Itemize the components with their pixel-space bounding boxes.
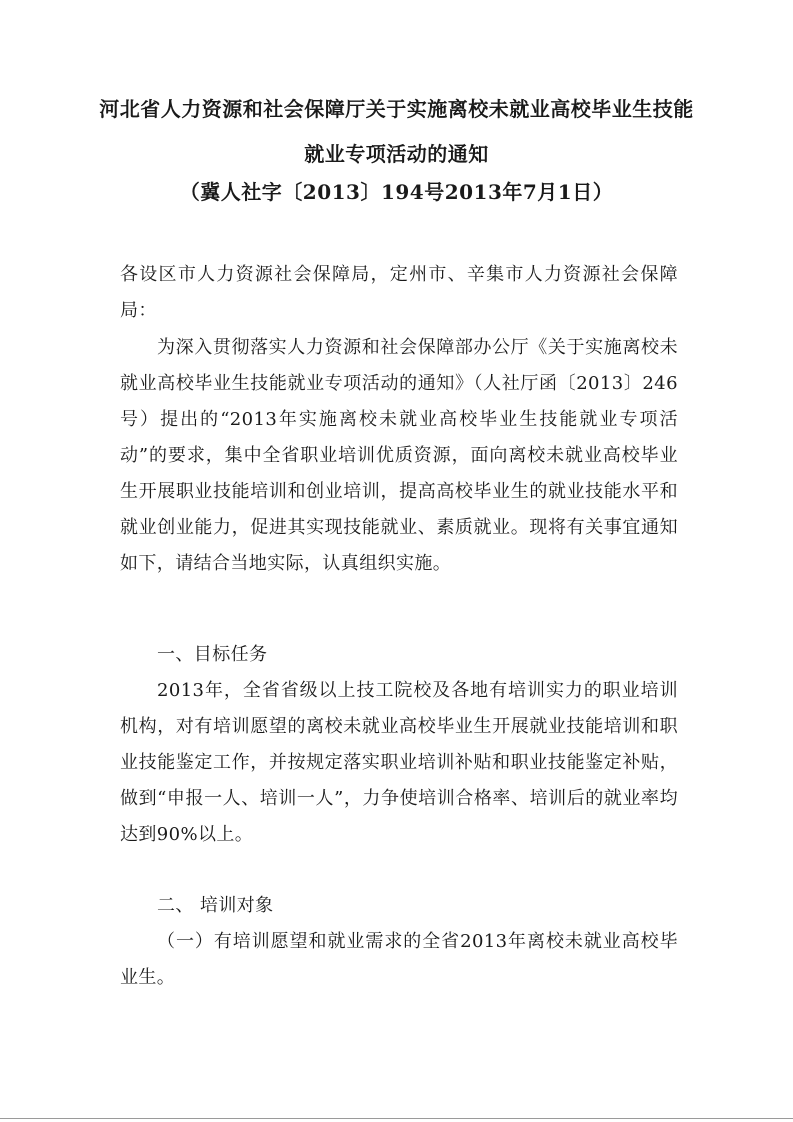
document-number: （冀人社字〔2013〕194号2013年7月1日） [179,180,614,204]
paragraph-intro: 为深入贯彻落实人力资源和社会保障部办公厅《关于实施离校未就业高校毕业生技能就业专项活动的通知》（人社厅函〔2013〕246号）提出的“2013年实施离校未就业高校毕业生技能就业专项活动”的要求，集中全省职业培训优质资源，面向离校未就业高校毕业生开展职业技能培训和创业培训，提高高校毕业生的就业技能水平和就业创业能力，促进其实现技能就业、素质就业。现将有关事宜通知如下，请结合当地实际，认真组织实施。 [120,337,678,574]
page-bottom-divider [0,1118,793,1119]
document-title-line-2: 就业专项活动的通知 [304,142,489,166]
document-title-line-1: 河北省人力资源和社会保障厅关于实施离校未就业高校毕业生技能 [99,97,694,121]
section-heading-targets: 二、 培训对象 [157,895,274,916]
paragraph-targets: （一）有培训愿望和就业需求的全省2013年离校未就业高校毕业生。 [120,931,678,988]
paragraph-goals: 2013年，全省省级以上技工院校及各地有培训实力的职业培训机构，对有培训愿望的离校未就业高校毕业生开展就业技能培训和职业技能鉴定工作，并按规定落实职业培训补贴和职业技能鉴定补贴，做到“申报一人、培训一人”，力争使培训合格率、培训后的就业率均达到90%以上。 [120,680,678,845]
salutation: 各设区市人力资源社会保障局，定州市、辛集市人力资源社会保障局： [120,264,678,321]
section-heading-goals: 一、目标任务 [157,644,268,665]
